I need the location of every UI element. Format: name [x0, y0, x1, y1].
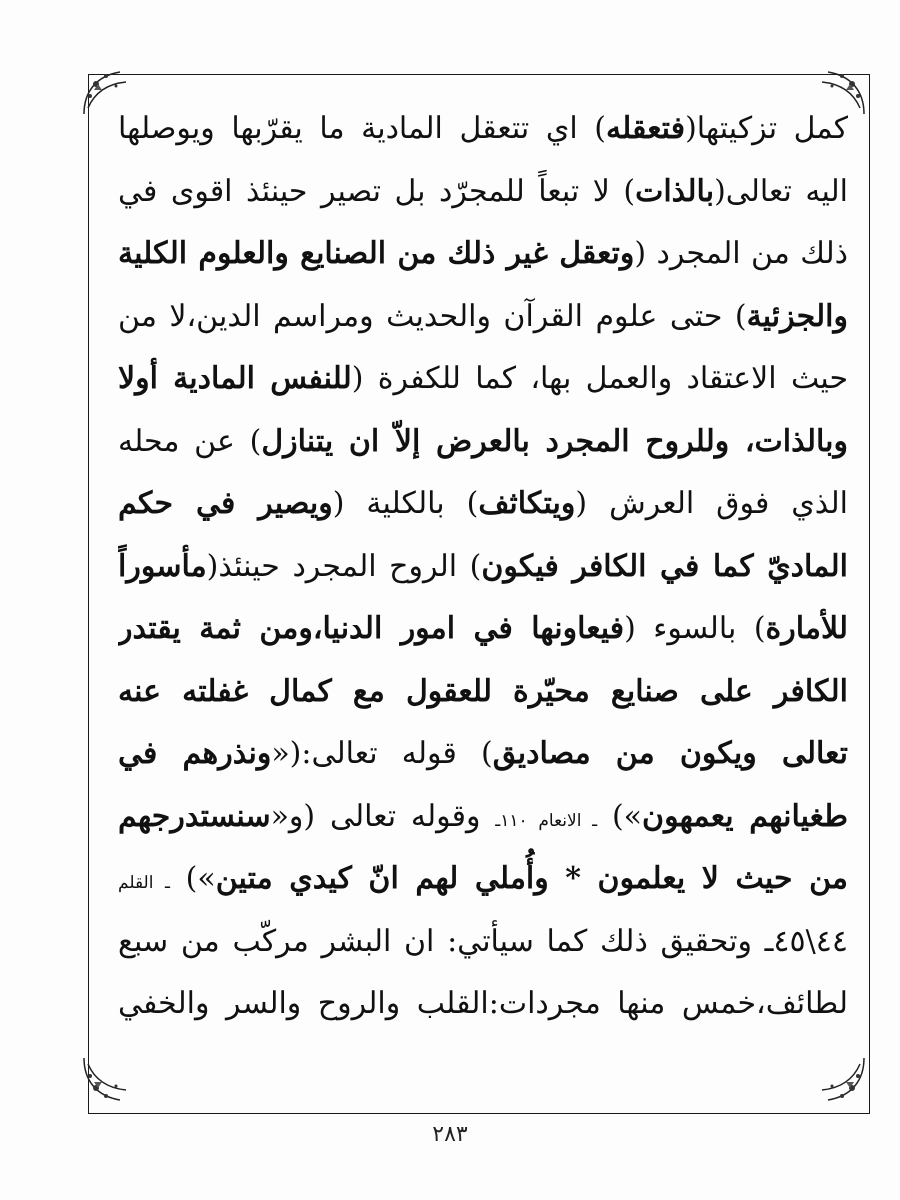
text-line	[118, 473, 848, 536]
text-segment: ) حتى علوم القرآن والحديث ومراسم الدين،لا من	[118, 298, 747, 334]
text-segment: ) قوله تعالى:(«	[271, 736, 493, 771]
text-segment: ـ القلم	[118, 873, 170, 893]
text-segment: كمل تزكيتها(	[685, 111, 848, 146]
bold-text-segment: ويصير في حكم	[118, 486, 333, 521]
bold-text-segment: ويتكاثف	[478, 486, 576, 521]
text-segment: اليه تعالى(	[714, 173, 848, 209]
text-segment: ) بالكلية (	[332, 486, 479, 521]
bold-text-segment: ونذرهم في	[118, 736, 272, 771]
text-segment: وقوله تعالى (و«	[270, 798, 496, 834]
text-segment: ) بالسوء (	[624, 611, 766, 646]
text-line	[118, 848, 848, 911]
text-segment: ذلك من المجرد (	[634, 236, 848, 271]
text-segment: ٤٤\٤٥ـ وتحقيق ذلك كما سيأتي: ان البشر مركّب من سبع	[118, 923, 848, 959]
bold-text-segment: سنستدرجهم	[118, 798, 271, 834]
text-line	[118, 98, 848, 161]
text-segment: »)	[597, 798, 643, 834]
text-line	[118, 786, 848, 849]
bold-text-segment: فتعقله	[606, 111, 686, 146]
text-line	[118, 536, 848, 599]
text-segment: ) اي تتعقل المادية ما يقرّبها ويوصلها	[118, 111, 607, 146]
text-segment: الذي فوق العرش (	[575, 486, 848, 521]
bold-text-segment: فيعاونها في امور الدنيا،ومن ثمة يقتدر	[118, 611, 625, 646]
bold-text-segment: وبالذات، وللروح المجرد بالعرض إلاّ ان يتنازل	[261, 423, 848, 459]
bold-text-segment: الماديّ كما في الكافر فيكون	[481, 548, 848, 584]
bold-text-segment: للنفس المادية أولا	[118, 361, 352, 396]
text-segment: ) عن محله	[118, 423, 262, 459]
text-line	[118, 161, 848, 224]
text-segment: »)	[169, 861, 216, 896]
bold-text-segment: الكافر على صنايع محيّرة للعقول مع كمال غفلته عنه	[118, 673, 848, 709]
text-line	[118, 661, 848, 724]
text-line	[118, 411, 848, 474]
text-line	[118, 911, 848, 974]
text-segment: لطائف،خمس منها مجردات:القلب والروح والسر والخفي	[118, 986, 848, 1021]
bold-text-segment: تعالى ويكون من مصاديق	[492, 736, 848, 771]
text-line	[118, 723, 848, 786]
text-line	[118, 223, 848, 286]
bold-text-segment: من حيث لا يعلمون * وأُملي لهم انّ كيدي متين	[215, 861, 848, 896]
bold-text-segment: طغيانهم يعمهون	[642, 798, 848, 834]
bold-text-segment: مأسوراً	[118, 548, 207, 584]
bold-text-segment: بالذات	[635, 173, 715, 209]
bold-text-segment: للأمارة	[765, 611, 848, 646]
text-segment: ) الروح المجرد حينئذ(	[206, 548, 482, 584]
text-segment: ) لا تبعاً للمجرّد بل تصير حينئذ اقوى في	[118, 173, 636, 209]
bold-text-segment: وتعقل غير ذلك من الصنايع والعلوم الكلية	[118, 236, 635, 271]
corner-ornament-bottom-left	[76, 1050, 146, 1110]
text-line	[118, 598, 848, 661]
main-text-body	[118, 98, 848, 1036]
bold-text-segment: والجزئية	[746, 298, 848, 334]
text-line	[118, 973, 848, 1036]
text-line	[118, 348, 848, 411]
page-number: ٢٨٣	[432, 1122, 468, 1147]
text-segment: حيث الاعتقاد والعمل بها، كما للكفرة (	[351, 361, 848, 396]
text-line	[118, 286, 848, 349]
text-segment: ـ الانعام ١١٠ـ	[495, 810, 598, 831]
corner-ornament-bottom-right	[802, 1050, 872, 1110]
